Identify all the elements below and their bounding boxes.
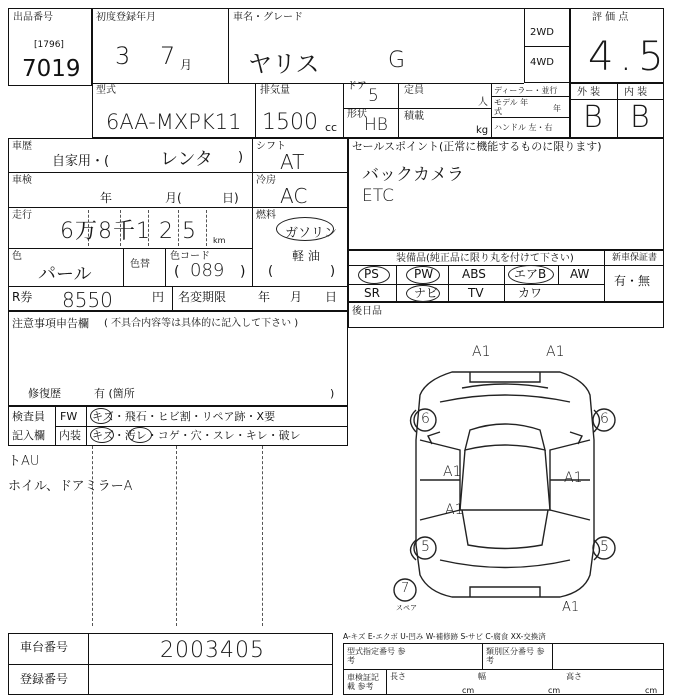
equip-airbag[interactable]: エアB bbox=[514, 267, 547, 281]
fuel-paren-open: ( bbox=[268, 264, 274, 279]
selling-line-1: バックカメラ bbox=[362, 165, 464, 185]
damage-a1-top-right: A1 bbox=[546, 344, 565, 360]
grade: G bbox=[388, 48, 406, 73]
equip-ps[interactable]: PS bbox=[364, 267, 379, 281]
body-value: HB bbox=[364, 115, 388, 135]
repair-label: 修復歴 bbox=[28, 387, 61, 400]
record-label: 記入欄 bbox=[12, 429, 45, 442]
width-label: 幅 bbox=[478, 672, 486, 681]
color-paren-open: ( bbox=[174, 264, 180, 280]
fuel-value: ガソリン bbox=[285, 226, 338, 241]
displacement-label: 排気量 bbox=[260, 85, 290, 96]
interior-circle-1 bbox=[90, 427, 114, 443]
exterior-label: 外 装 bbox=[577, 87, 601, 98]
history-note: レンタ bbox=[160, 149, 213, 170]
color-value: パール bbox=[38, 264, 92, 285]
warranty-value[interactable]: 有・無 bbox=[614, 274, 651, 288]
wheel-rear-right: 5 bbox=[600, 539, 609, 555]
selling-points-label: セールスポイント(正常に機能するものに限ります) bbox=[352, 140, 602, 153]
interior-label: 内 装 bbox=[624, 87, 648, 98]
caution-label: 注意事項申告欄 bbox=[12, 317, 89, 330]
fuel-paren-close: ) bbox=[330, 264, 336, 279]
dealer-label: ディーラー・並行 bbox=[494, 86, 558, 95]
navi-circle bbox=[406, 285, 440, 302]
person-unit: 人 bbox=[478, 97, 488, 108]
damage-a1-lower: A1 bbox=[445, 502, 464, 518]
score-value: 4.5 bbox=[588, 34, 670, 80]
load-label: 積載 bbox=[404, 111, 424, 122]
inspector-note-1: トAU bbox=[8, 454, 40, 469]
four-wd[interactable]: 4WD bbox=[530, 57, 554, 68]
shift-label: シフト bbox=[256, 141, 286, 152]
inspector-note-2: ホイル、ドアミラーA bbox=[8, 479, 133, 494]
repaint-label: 色替 bbox=[130, 259, 150, 270]
ps-circle bbox=[358, 266, 390, 284]
displacement: 1500 bbox=[262, 110, 318, 135]
mileage-label: 走行 bbox=[12, 210, 32, 221]
vin-ref-label: 車検証記載 参考 bbox=[347, 673, 379, 691]
model-year-label: モデル 年式 bbox=[494, 98, 529, 116]
selling-points-box bbox=[348, 138, 664, 250]
history-label: 車歴 bbox=[12, 141, 32, 152]
recycle-label: R券 bbox=[12, 290, 33, 304]
repair-close: ) bbox=[330, 387, 335, 400]
equip-tv[interactable]: TV bbox=[468, 286, 484, 300]
equip-pw[interactable]: PW bbox=[414, 267, 434, 281]
nc-year: 年 bbox=[258, 290, 271, 304]
shift-value: AT bbox=[280, 150, 305, 174]
capacity-label: 定員 bbox=[404, 85, 424, 96]
damage-a1-right-door: A1 bbox=[564, 470, 583, 486]
interior-circle-2 bbox=[128, 427, 152, 443]
equip-navi[interactable]: ナビ bbox=[414, 286, 439, 300]
history-value: 自家用・( bbox=[52, 154, 110, 169]
cc-unit: cc bbox=[325, 121, 338, 134]
fuel-diesel: 軽 油 bbox=[292, 249, 320, 263]
selling-line-2: ETC bbox=[362, 186, 394, 206]
month-unit: 月 bbox=[180, 58, 193, 72]
color-paren-close: ) bbox=[240, 264, 246, 280]
nc-month: 月 bbox=[290, 290, 303, 304]
recycle-value: 8550 bbox=[62, 288, 113, 312]
shaken-year: 年 bbox=[100, 191, 113, 205]
ac-label: 冷房 bbox=[256, 175, 276, 186]
color-code-label: 色コード bbox=[170, 251, 210, 262]
fw-items: キズ・飛石・ヒビ割・リペア跡・X要 bbox=[92, 410, 276, 423]
name-change-label: 名変期限 bbox=[178, 290, 227, 304]
color-code: 089 bbox=[190, 260, 225, 281]
first-reg-month: 7 bbox=[160, 42, 176, 70]
wheel-front-left: 6 bbox=[421, 411, 430, 427]
door-label: ドア bbox=[347, 81, 367, 92]
fw-circle bbox=[90, 408, 112, 424]
equip-sr[interactable]: SR bbox=[364, 286, 380, 300]
car-name-label: 車名・グレード bbox=[233, 12, 303, 23]
model-ref-label: 型式指定番号 参考 bbox=[347, 647, 406, 665]
shaken-day: 日) bbox=[222, 191, 239, 205]
first-reg-year: 3 bbox=[115, 42, 131, 70]
first-reg-label: 初度登録年月 bbox=[96, 12, 156, 23]
class-ref-label: 類別区分番号 参考 bbox=[486, 647, 545, 665]
pw-circle bbox=[406, 266, 440, 284]
lot-number-label: 出品番号 bbox=[13, 12, 53, 23]
reg-label: 登録番号 bbox=[20, 672, 69, 686]
length-label: 長さ bbox=[390, 672, 406, 681]
after-box bbox=[348, 302, 664, 328]
height-unit: cm bbox=[645, 686, 658, 695]
damage-a1-rear: A1 bbox=[562, 600, 580, 615]
door-value: 5 bbox=[368, 86, 379, 106]
width-unit: cm bbox=[548, 686, 561, 695]
chassis-value: 2003405 bbox=[160, 638, 265, 663]
history-close: ) bbox=[238, 150, 244, 165]
damage-a1-left-door: A1 bbox=[443, 464, 462, 480]
body-label: 形状 bbox=[347, 109, 367, 120]
model-label: 型式 bbox=[96, 85, 116, 96]
height-label: 高さ bbox=[566, 672, 582, 681]
caution-hint: ( 不具合内容等は具体的に記入して下さい ) bbox=[104, 318, 299, 329]
car-name: ヤリス bbox=[248, 50, 320, 78]
color-label: 色 bbox=[12, 251, 22, 262]
kg-unit: kg bbox=[476, 125, 489, 136]
damage-a1-top-left: A1 bbox=[472, 344, 491, 360]
lot-bracket: [1796] bbox=[34, 40, 64, 50]
model-code: 6AA-MXPK11 bbox=[106, 110, 242, 134]
shaken-month: 月( bbox=[165, 191, 182, 205]
year-unit: 年 bbox=[553, 104, 561, 113]
score-label: 評 価 点 bbox=[592, 12, 629, 23]
airbag-circle bbox=[508, 265, 554, 284]
chassis-label: 車台番号 bbox=[20, 640, 69, 654]
wheel-rear-left: 5 bbox=[421, 539, 430, 555]
nc-day: 日 bbox=[325, 290, 338, 304]
handle-label: ハンドル 左・右 bbox=[494, 123, 553, 132]
damage-legend: A-キズ E-エクボ U-凹み W-補修跡 S-サビ C-腐食 XX-交換済 bbox=[343, 632, 546, 641]
equip-abs[interactable]: ABS bbox=[462, 267, 486, 281]
fuel-label: 燃料 bbox=[256, 210, 276, 221]
lot-number: 7019 bbox=[22, 56, 81, 82]
inspector-label: 検査員 bbox=[12, 410, 45, 423]
fuel-circle bbox=[276, 217, 334, 241]
length-unit: cm bbox=[462, 686, 475, 695]
interior-grade: B bbox=[630, 100, 650, 135]
repair-value: 有 (箇所 bbox=[94, 387, 135, 400]
mileage-value: 6万8千1 2 5 bbox=[60, 219, 197, 244]
km-unit: km bbox=[213, 236, 226, 245]
fw-label: FW bbox=[60, 410, 78, 423]
interior-items: キズ・汚レ・コゲ・穴・スレ・キレ・破レ bbox=[92, 429, 301, 442]
spare-value: 7 bbox=[401, 581, 410, 596]
two-wd[interactable]: 2WD bbox=[530, 27, 554, 38]
yen-unit: 円 bbox=[152, 290, 165, 304]
exterior-grade: B bbox=[583, 100, 603, 135]
spare-label: スペア bbox=[396, 604, 417, 612]
equipment-label: 装備品(純正品に限り丸を付けて下さい) bbox=[396, 253, 574, 264]
wheel-front-right: 6 bbox=[600, 411, 609, 427]
equip-aw[interactable]: AW bbox=[570, 267, 590, 281]
interior-check-label: 内装 bbox=[59, 429, 81, 442]
after-label: 後日品 bbox=[352, 306, 382, 317]
ac-value: AC bbox=[280, 184, 308, 208]
warranty-label: 新車保証書 bbox=[612, 253, 658, 263]
shaken-label: 車検 bbox=[12, 175, 32, 186]
equip-kawa[interactable]: カワ bbox=[518, 286, 543, 300]
